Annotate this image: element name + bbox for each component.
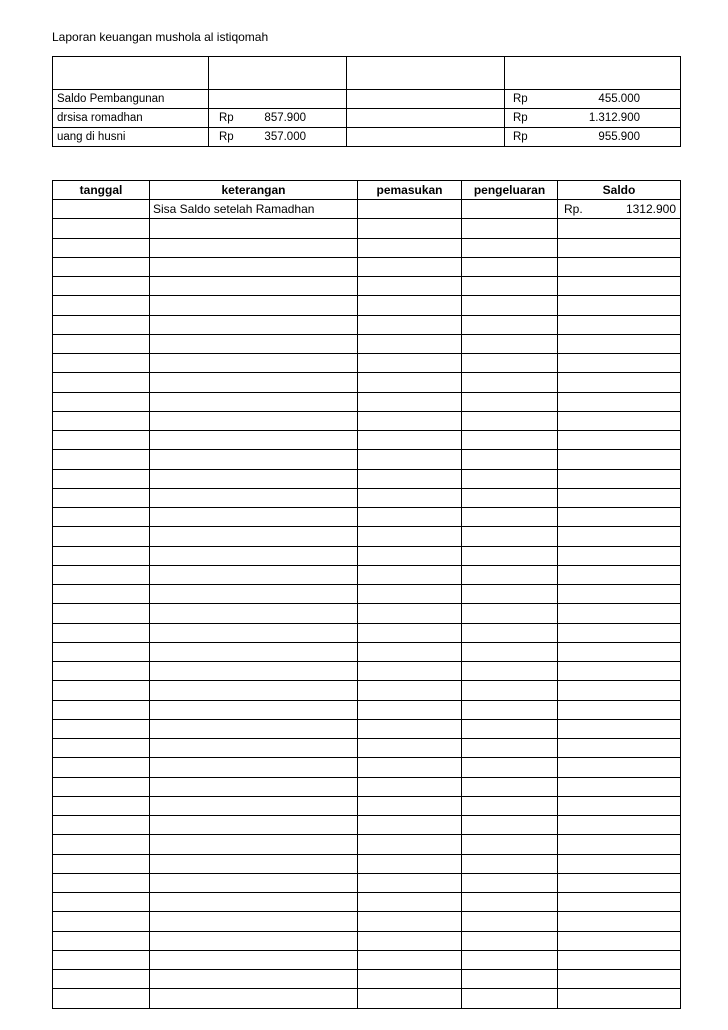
summary-cell bbox=[504, 57, 680, 89]
cell-keterangan bbox=[149, 624, 357, 642]
amount-value: 955.900 bbox=[598, 131, 640, 143]
cell-pemasukan bbox=[357, 412, 461, 430]
cell-keterangan bbox=[149, 739, 357, 757]
cell-saldo bbox=[557, 412, 680, 430]
cell-pemasukan bbox=[357, 508, 461, 526]
cell-tanggal bbox=[53, 239, 149, 257]
cell-pengeluaran bbox=[461, 316, 557, 334]
cell-pemasukan bbox=[357, 893, 461, 911]
cell-tanggal bbox=[53, 470, 149, 488]
cell-tanggal bbox=[53, 547, 149, 565]
cell-pengeluaran bbox=[461, 701, 557, 719]
saldo-amount: 1312.900 bbox=[625, 202, 676, 216]
currency-label: Rp bbox=[513, 131, 528, 143]
document-title: Laporan keuangan mushola al istiqomah bbox=[52, 30, 269, 44]
ledger-row-empty bbox=[53, 392, 680, 411]
cell-pengeluaran bbox=[461, 566, 557, 584]
cell-pemasukan bbox=[357, 354, 461, 372]
cell-tanggal bbox=[53, 200, 149, 218]
ledger-row-empty bbox=[53, 584, 680, 603]
header-keterangan: keterangan bbox=[149, 181, 357, 199]
ledger-row-empty bbox=[53, 488, 680, 507]
cell-saldo bbox=[557, 643, 680, 661]
cell-pemasukan bbox=[357, 239, 461, 257]
cell-pemasukan bbox=[357, 527, 461, 545]
cell-tanggal bbox=[53, 566, 149, 584]
cell-saldo bbox=[557, 431, 680, 449]
ledger-row-empty bbox=[53, 353, 680, 372]
summary-amount-cell bbox=[504, 128, 680, 146]
cell-keterangan bbox=[149, 835, 357, 853]
cell-saldo bbox=[557, 489, 680, 507]
cell-saldo bbox=[557, 855, 680, 873]
ledger-row-empty bbox=[53, 469, 680, 488]
cell-tanggal bbox=[53, 778, 149, 796]
cell-keterangan bbox=[149, 855, 357, 873]
cell-pengeluaran bbox=[461, 219, 557, 237]
summary-amount-cell bbox=[504, 109, 680, 127]
summary-cell bbox=[346, 128, 504, 146]
cell-pemasukan bbox=[357, 604, 461, 622]
cell-keterangan bbox=[149, 489, 357, 507]
cell-pemasukan bbox=[357, 951, 461, 969]
ledger-row-empty bbox=[53, 623, 680, 642]
ledger-row-empty bbox=[53, 642, 680, 661]
cell-keterangan bbox=[149, 874, 357, 892]
cell-tanggal bbox=[53, 258, 149, 276]
currency-label: Rp bbox=[513, 112, 528, 124]
cell-tanggal bbox=[53, 373, 149, 391]
ledger-row-empty bbox=[53, 988, 680, 1007]
cell-pemasukan bbox=[357, 970, 461, 988]
cell-saldo bbox=[557, 778, 680, 796]
cell-keterangan bbox=[149, 989, 357, 1007]
cell-pemasukan bbox=[357, 316, 461, 334]
summary-cell bbox=[346, 57, 504, 89]
ledger-row-empty bbox=[53, 430, 680, 449]
cell-pemasukan bbox=[357, 373, 461, 391]
header-tanggal: tanggal bbox=[79, 183, 123, 197]
cell-saldo bbox=[557, 566, 680, 584]
ledger-row-empty bbox=[53, 834, 680, 853]
cell-keterangan bbox=[149, 951, 357, 969]
cell-tanggal bbox=[53, 585, 149, 603]
cell-pemasukan bbox=[357, 932, 461, 950]
cell-tanggal bbox=[53, 989, 149, 1007]
summary-row bbox=[53, 89, 680, 108]
cell-tanggal bbox=[53, 681, 149, 699]
ledger-row-empty bbox=[53, 526, 680, 545]
cell-tanggal bbox=[53, 296, 149, 314]
cell-pemasukan bbox=[357, 835, 461, 853]
cell-pengeluaran bbox=[461, 296, 557, 314]
cell-pengeluaran bbox=[461, 239, 557, 257]
ledger-row-empty bbox=[53, 738, 680, 757]
cell-keterangan bbox=[149, 681, 357, 699]
summary-row bbox=[53, 127, 680, 146]
cell-pengeluaran bbox=[461, 373, 557, 391]
cell-pengeluaran bbox=[461, 912, 557, 930]
ledger-row-empty bbox=[53, 546, 680, 565]
summary-cell bbox=[208, 57, 346, 89]
cell-keterangan bbox=[149, 585, 357, 603]
cell-saldo bbox=[557, 470, 680, 488]
cell-tanggal bbox=[53, 508, 149, 526]
ledger-row bbox=[53, 199, 680, 218]
cell-saldo bbox=[557, 450, 680, 468]
cell-pemasukan bbox=[357, 720, 461, 738]
ledger-row-empty bbox=[53, 719, 680, 738]
cell-tanggal bbox=[53, 912, 149, 930]
cell-keterangan bbox=[149, 893, 357, 911]
cell-saldo bbox=[557, 373, 680, 391]
cell-pengeluaran bbox=[461, 970, 557, 988]
summary-row bbox=[53, 108, 680, 127]
cell-pengeluaran bbox=[461, 258, 557, 276]
cell-tanggal bbox=[53, 893, 149, 911]
cell-tanggal bbox=[53, 354, 149, 372]
cell-pemasukan bbox=[357, 701, 461, 719]
cell-keterangan bbox=[149, 547, 357, 565]
cell-saldo bbox=[557, 989, 680, 1007]
cell-tanggal bbox=[53, 450, 149, 468]
cell-saldo bbox=[557, 277, 680, 295]
cell-tanggal bbox=[53, 604, 149, 622]
cell-keterangan bbox=[149, 219, 357, 237]
cell-pemasukan bbox=[357, 258, 461, 276]
cell-tanggal bbox=[53, 701, 149, 719]
cell-pemasukan bbox=[357, 662, 461, 680]
ledger-row-empty bbox=[53, 950, 680, 969]
cell-saldo bbox=[557, 200, 680, 218]
summary-amount-cell bbox=[208, 128, 346, 146]
cell-saldo bbox=[557, 624, 680, 642]
cell-pemasukan bbox=[357, 758, 461, 776]
ledger-row-empty bbox=[53, 969, 680, 988]
cell-tanggal bbox=[53, 835, 149, 853]
cell-tanggal bbox=[53, 758, 149, 776]
cell-pengeluaran bbox=[461, 643, 557, 661]
cell-tanggal bbox=[53, 316, 149, 334]
cell-keterangan bbox=[149, 316, 357, 334]
cell-saldo bbox=[557, 393, 680, 411]
cell-pemasukan bbox=[357, 681, 461, 699]
ledger-row-empty bbox=[53, 700, 680, 719]
cell-keterangan bbox=[149, 470, 357, 488]
cell-saldo bbox=[557, 258, 680, 276]
header-pengeluaran: pengeluaran bbox=[461, 181, 557, 199]
cell-pengeluaran bbox=[461, 951, 557, 969]
cell-tanggal bbox=[53, 624, 149, 642]
cell-pemasukan bbox=[357, 277, 461, 295]
cell-keterangan bbox=[149, 643, 357, 661]
cell-pemasukan bbox=[357, 778, 461, 796]
cell-pengeluaran bbox=[461, 604, 557, 622]
cell-tanggal bbox=[53, 874, 149, 892]
cell-pengeluaran bbox=[461, 855, 557, 873]
currency-label: Rp bbox=[219, 112, 234, 124]
cell-pemasukan bbox=[357, 624, 461, 642]
cell-keterangan bbox=[149, 797, 357, 815]
ledger-row-empty bbox=[53, 854, 680, 873]
cell-keterangan bbox=[149, 932, 357, 950]
cell-keterangan bbox=[149, 431, 357, 449]
cell-keterangan bbox=[149, 701, 357, 719]
ledger-row-empty bbox=[53, 257, 680, 276]
cell-tanggal bbox=[53, 412, 149, 430]
cell-pengeluaran bbox=[461, 393, 557, 411]
cell-pemasukan bbox=[357, 855, 461, 873]
cell-saldo bbox=[557, 316, 680, 334]
cell-saldo bbox=[557, 912, 680, 930]
cell-saldo bbox=[557, 893, 680, 911]
cell-saldo bbox=[557, 604, 680, 622]
cell-keterangan bbox=[149, 277, 357, 295]
cell-pengeluaran bbox=[461, 489, 557, 507]
cell-pengeluaran bbox=[461, 739, 557, 757]
cell-pengeluaran bbox=[461, 720, 557, 738]
ledger-row-empty bbox=[53, 680, 680, 699]
cell-pengeluaran bbox=[461, 835, 557, 853]
cell-pengeluaran bbox=[461, 624, 557, 642]
cell-saldo bbox=[557, 354, 680, 372]
cell-saldo bbox=[557, 701, 680, 719]
cell-keterangan bbox=[149, 296, 357, 314]
cell-pengeluaran bbox=[461, 412, 557, 430]
cell-tanggal bbox=[53, 932, 149, 950]
cell-keterangan bbox=[149, 604, 357, 622]
cell-keterangan bbox=[149, 450, 357, 468]
summary-amount-cell bbox=[208, 90, 346, 108]
cell-saldo bbox=[557, 219, 680, 237]
cell-pengeluaran bbox=[461, 450, 557, 468]
cell-saldo bbox=[557, 296, 680, 314]
header-pemasukan: pemasukan bbox=[357, 181, 461, 199]
amount-value: 357.000 bbox=[264, 131, 306, 143]
ledger-row-empty bbox=[53, 661, 680, 680]
ledger-row-empty bbox=[53, 449, 680, 468]
cell-pengeluaran bbox=[461, 681, 557, 699]
ledger-row-empty bbox=[53, 873, 680, 892]
summary-amount-cell bbox=[504, 90, 680, 108]
summary-cell bbox=[346, 90, 504, 108]
cell-keterangan bbox=[149, 412, 357, 430]
cell-keterangan bbox=[149, 239, 357, 257]
cell-pemasukan bbox=[357, 989, 461, 1007]
ledger-row-empty bbox=[53, 931, 680, 950]
cell-pemasukan bbox=[357, 912, 461, 930]
cell-pemasukan bbox=[357, 431, 461, 449]
cell-tanggal bbox=[53, 797, 149, 815]
cell-saldo bbox=[557, 681, 680, 699]
ledger-header-row bbox=[53, 181, 680, 199]
cell-pemasukan bbox=[357, 643, 461, 661]
cell-keterangan bbox=[149, 354, 357, 372]
ledger-row-empty bbox=[53, 565, 680, 584]
ledger-row-empty bbox=[53, 757, 680, 776]
ledger-row-empty bbox=[53, 796, 680, 815]
amount-value: 1.312.900 bbox=[588, 112, 640, 124]
cell-tanggal bbox=[53, 662, 149, 680]
ledger-table bbox=[52, 180, 681, 1009]
cell-keterangan bbox=[149, 778, 357, 796]
summary-cell bbox=[53, 57, 208, 89]
cell-tanggal bbox=[53, 489, 149, 507]
cell-keterangan bbox=[149, 258, 357, 276]
cell-pemasukan bbox=[357, 874, 461, 892]
cell-pengeluaran bbox=[461, 547, 557, 565]
cell-keterangan bbox=[149, 566, 357, 584]
ledger-row-empty bbox=[53, 372, 680, 391]
cell-saldo bbox=[557, 585, 680, 603]
ledger-row-empty bbox=[53, 334, 680, 353]
cell-tanggal bbox=[53, 431, 149, 449]
cell-pengeluaran bbox=[461, 893, 557, 911]
cell-saldo bbox=[557, 739, 680, 757]
amount-value bbox=[257, 90, 346, 108]
cell-saldo bbox=[557, 335, 680, 353]
cell-pengeluaran bbox=[461, 662, 557, 680]
cell-tanggal bbox=[53, 335, 149, 353]
cell-keterangan bbox=[149, 912, 357, 930]
cell-keterangan bbox=[149, 758, 357, 776]
cell-saldo bbox=[557, 720, 680, 738]
ledger-row-empty bbox=[53, 911, 680, 930]
summary-label: uang di husni bbox=[57, 131, 126, 143]
cell-pengeluaran bbox=[461, 758, 557, 776]
cell-pemasukan bbox=[357, 296, 461, 314]
ledger-row-empty bbox=[53, 218, 680, 237]
ledger-row-empty bbox=[53, 777, 680, 796]
ledger-row-empty bbox=[53, 276, 680, 295]
currency-label: Rp bbox=[513, 93, 528, 105]
ledger-row-empty bbox=[53, 295, 680, 314]
currency-label bbox=[209, 90, 257, 108]
ledger-row-empty bbox=[53, 815, 680, 834]
cell-pengeluaran bbox=[461, 508, 557, 526]
cell-saldo bbox=[557, 239, 680, 257]
cell-pemasukan bbox=[357, 200, 461, 218]
cell-saldo bbox=[557, 797, 680, 815]
cell-saldo bbox=[557, 951, 680, 969]
cell-pemasukan bbox=[357, 816, 461, 834]
cell-keterangan bbox=[149, 720, 357, 738]
cell-tanggal bbox=[53, 951, 149, 969]
ledger-row-empty bbox=[53, 238, 680, 257]
amount-value: 455.000 bbox=[598, 93, 640, 105]
cell-saldo bbox=[557, 835, 680, 853]
cell-keterangan bbox=[149, 508, 357, 526]
cell-pengeluaran bbox=[461, 431, 557, 449]
cell-tanggal bbox=[53, 219, 149, 237]
ledger-row-empty bbox=[53, 507, 680, 526]
currency-label: Rp bbox=[219, 131, 234, 143]
cell-keterangan bbox=[149, 393, 357, 411]
cell-tanggal bbox=[53, 393, 149, 411]
cell-keterangan bbox=[149, 335, 357, 353]
cell-keterangan: Sisa Saldo setelah Ramadhan bbox=[149, 200, 357, 218]
cell-saldo bbox=[557, 508, 680, 526]
ledger-row-empty bbox=[53, 411, 680, 430]
cell-pengeluaran bbox=[461, 527, 557, 545]
cell-pengeluaran bbox=[461, 470, 557, 488]
cell-tanggal bbox=[53, 816, 149, 834]
cell-pengeluaran bbox=[461, 797, 557, 815]
cell-tanggal bbox=[53, 277, 149, 295]
summary-table bbox=[52, 56, 681, 147]
cell-saldo bbox=[557, 970, 680, 988]
cell-keterangan bbox=[149, 970, 357, 988]
cell-saldo bbox=[557, 662, 680, 680]
cell-pemasukan bbox=[357, 547, 461, 565]
cell-saldo bbox=[557, 527, 680, 545]
cell-pemasukan bbox=[357, 739, 461, 757]
cell-tanggal bbox=[53, 643, 149, 661]
cell-saldo bbox=[557, 816, 680, 834]
summary-header-row bbox=[53, 57, 680, 89]
ledger-row-empty bbox=[53, 603, 680, 622]
cell-pengeluaran bbox=[461, 277, 557, 295]
cell-saldo bbox=[557, 758, 680, 776]
cell-keterangan bbox=[149, 662, 357, 680]
cell-tanggal bbox=[53, 527, 149, 545]
cell-pemasukan bbox=[357, 335, 461, 353]
cell-pengeluaran bbox=[461, 585, 557, 603]
cell-pemasukan bbox=[357, 450, 461, 468]
ledger-row-empty bbox=[53, 892, 680, 911]
cell-pemasukan bbox=[357, 566, 461, 584]
cell-pengeluaran bbox=[461, 989, 557, 1007]
cell-keterangan bbox=[149, 373, 357, 391]
cell-pengeluaran bbox=[461, 932, 557, 950]
cell-pemasukan bbox=[357, 219, 461, 237]
summary-cell bbox=[346, 109, 504, 127]
cell-pengeluaran bbox=[461, 816, 557, 834]
header-saldo: Saldo bbox=[557, 181, 680, 199]
cell-tanggal bbox=[53, 720, 149, 738]
cell-pemasukan bbox=[357, 393, 461, 411]
cell-tanggal bbox=[53, 970, 149, 988]
cell-pengeluaran bbox=[461, 874, 557, 892]
cell-pemasukan bbox=[357, 797, 461, 815]
cell-tanggal bbox=[53, 739, 149, 757]
cell-tanggal bbox=[53, 855, 149, 873]
cell-pengeluaran bbox=[461, 335, 557, 353]
cell-keterangan bbox=[149, 527, 357, 545]
cell-saldo bbox=[557, 874, 680, 892]
cell-pengeluaran bbox=[461, 354, 557, 372]
cell-saldo bbox=[557, 932, 680, 950]
summary-label: drsisa romadhan bbox=[57, 112, 143, 124]
summary-amount-cell bbox=[208, 109, 346, 127]
summary-label: Saldo Pembangunan bbox=[57, 93, 165, 105]
saldo-currency: Rp. bbox=[564, 202, 583, 216]
cell-saldo bbox=[557, 547, 680, 565]
cell-pemasukan bbox=[357, 585, 461, 603]
cell-pemasukan bbox=[357, 470, 461, 488]
ledger-row-empty bbox=[53, 315, 680, 334]
amount-value: 857.900 bbox=[264, 112, 306, 124]
cell-pengeluaran bbox=[461, 778, 557, 796]
cell-pengeluaran bbox=[461, 200, 557, 218]
cell-keterangan bbox=[149, 816, 357, 834]
cell-pemasukan bbox=[357, 489, 461, 507]
